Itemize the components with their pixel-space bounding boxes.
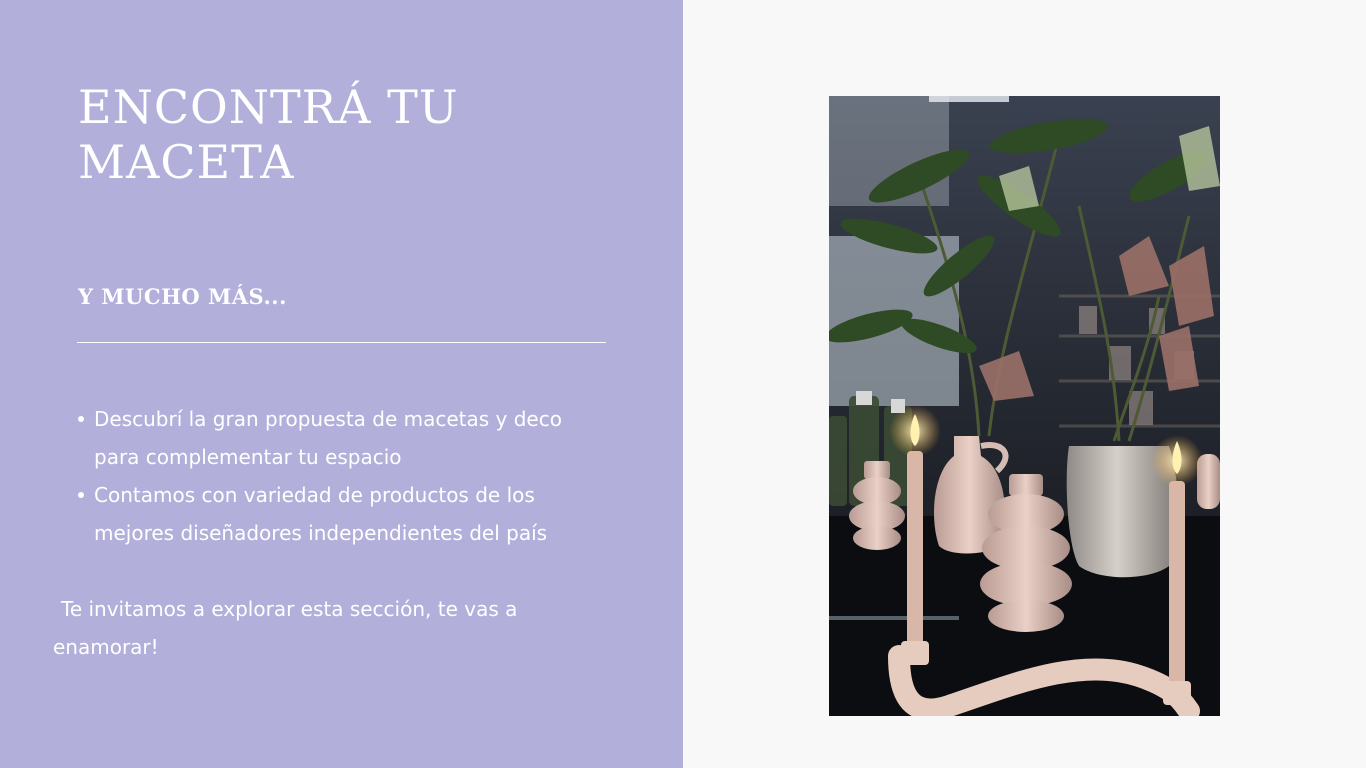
subtitle: Y MUCHO MÁS... [78, 284, 287, 309]
page-title: ENCONTRÁ TU MACETA [78, 80, 459, 189]
divider [77, 342, 606, 343]
image-panel [683, 0, 1366, 768]
plants-pots-candles-photo [829, 96, 1220, 716]
feature-list [94, 400, 604, 552]
photo-illustration [829, 96, 1220, 716]
list-item: Descubrí la gran propuesta de macetas y deco para complementar tu espacio [94, 400, 604, 476]
closing-text: Te invitamos a explorar esta sección, te vas a enamorar! [53, 597, 518, 659]
list-item: Contamos con variedad de productos de los mejores diseñadores independientes del país [94, 476, 604, 552]
